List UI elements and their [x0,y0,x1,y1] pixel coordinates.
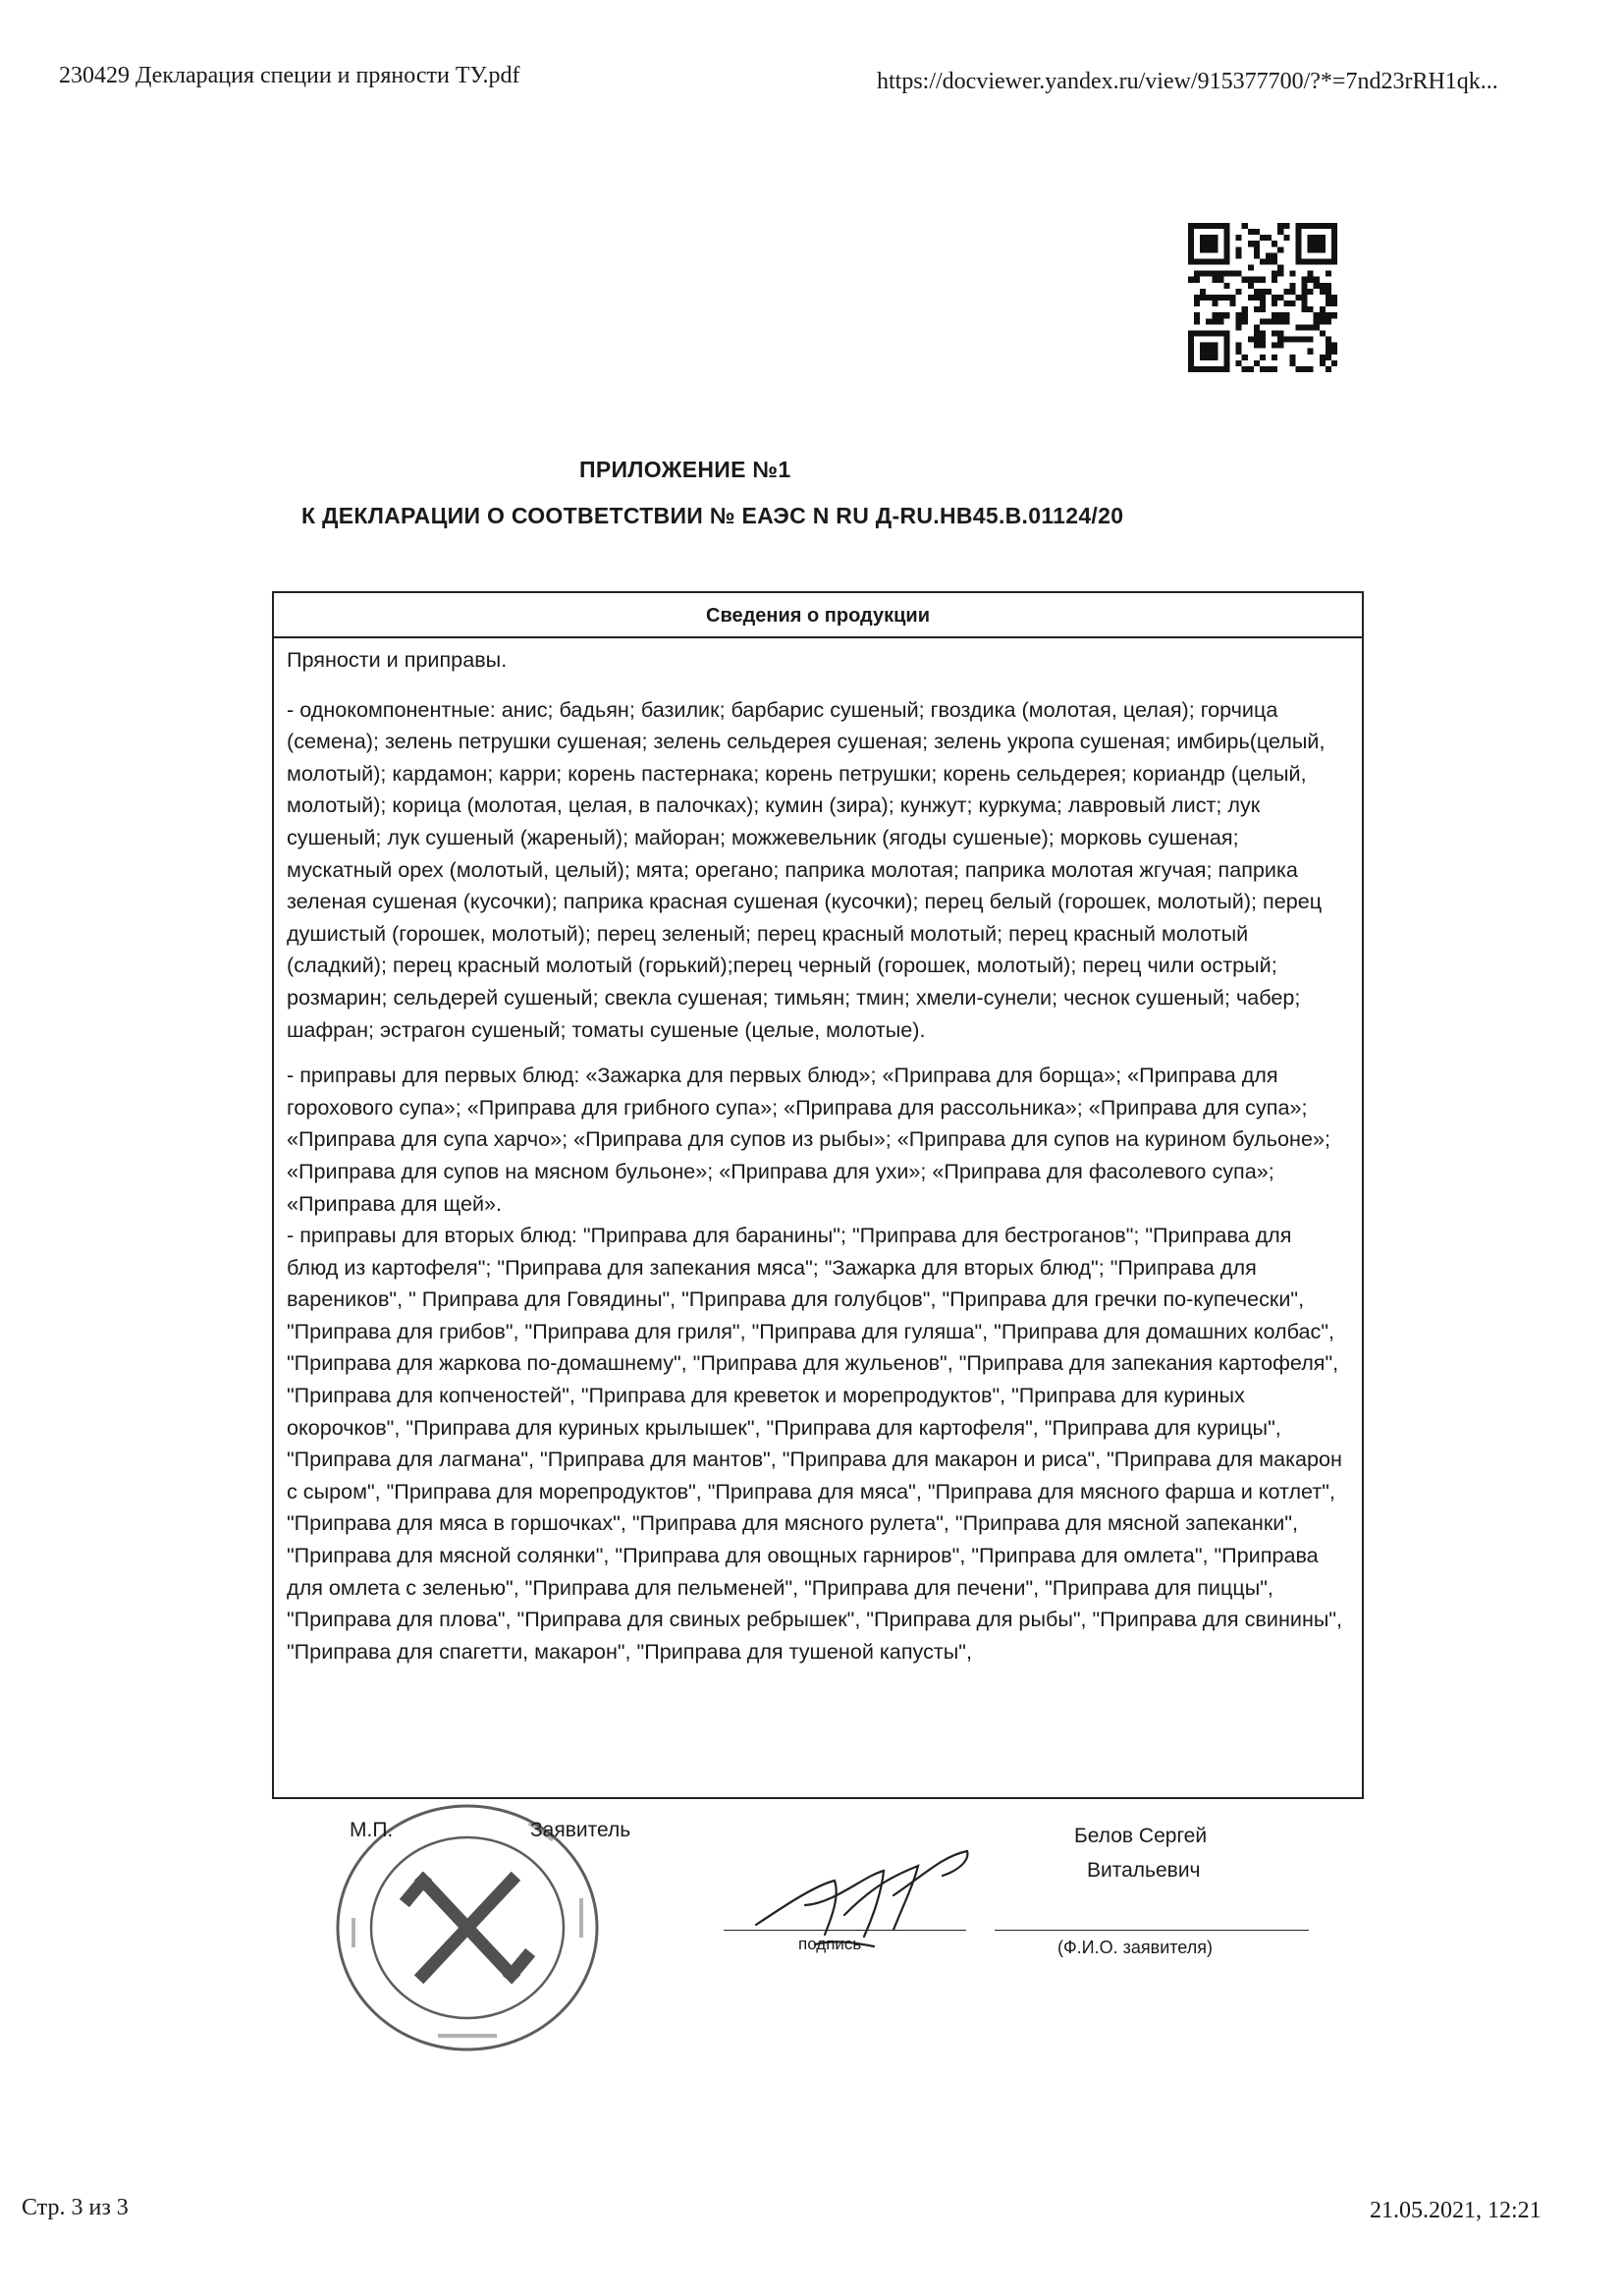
signature-caption: подпись [798,1935,862,1953]
product-info-table [272,591,1364,1799]
signature-line [724,1930,966,1931]
applicant-patronymic: Витальевич [1087,1859,1201,1882]
single-component-list: - однокомпонентные: анис; бадьян; базилик; барбарис сушеный; гвоздика (молотая, целая); горчица (семена); зелень петрушки сушеная; зелень сельдерея сушеная; зелень укропа сушеная; имбирь(целый, молотый); кардамон; карри; корень пастернака; корень петрушки; корень сельдерея; кориандр (целый, молотый); корица (молотая, целая, в палочках); кумин (зира); кунжут; куркума; лавровый лист; лук сушеный; лук сушеный (жареный); майоран; можжевельник (ягоды сушеные); морковь сушеная; мускатный орех (молотый, целый); мята; орегано; паприка молотая; паприка молотая жгучая; паприка зеленая сушеная (кусочки); паприка красная сушеная (кусочки); перец белый (горошек, молотый); перец душистый (горошек, молотый); перец зеленый; перец красный молотый; перец красный молотый (сладкий); перец красный молотый (горький);перец черный (горошек, молотый); перец чили острый; розмарин; сельдерей сушеный; свекла сушеная; тимьян; тмин; хмели-сунели; чеснок сушеный; чабер; шафран; эстрагон сушеный; томаты сушеные (целые, молотые). [287,696,1326,1042]
applicant-name: Белов Сергей [1074,1825,1208,1847]
products-intro: Пряности и приправы. [287,647,508,672]
document-filename: 230429 Декларация специи и пряности ТУ.pdf [59,63,520,88]
product-info-body [274,638,1362,1667]
declaration-number-title: К ДЕКЛАРАЦИИ О СООТВЕТСТВИИ № ЕАЭС N RU Д-RU.НВ45.В.01124/20 [301,503,1124,528]
fio-caption: (Ф.И.О. заявителя) [1057,1938,1213,1957]
stamp-place-label: М.П. [350,1819,394,1841]
fio-line [995,1930,1309,1931]
product-info-header: Сведения о продукции [274,593,1362,638]
second-courses-list: - приправы для вторых блюд: "Приправа для баранины"; "Приправа для бестроганов"; "Приправа для блюд из картофеля"; "Приправа для запекания мяса"; "Зажарка для вторых блюд"; "Приправа для вареников", " Приправа для Говядины", "Приправа для голубцов", "Приправа для гречки по-купечески", "Приправа для грибов", "Приправа для гриля", "Приправа для гуляша", "Приправа для домашних колбас", "Приправа для жаркова по-домашнему", "Приправа для жульенов", "Приправа для запекания картофеля", "Приправа для копченостей", "Приправа для креветок и морепродуктов", "Приправа для куриных окорочков", "Приправа для куриных крылышек", "Приправа для картофеля", "Приправа для курицы", "Приправа для лагмана", "Приправа для мантов", "Приправа для макарон и риса", "Приправа для макарон с сыром", "Приправа для морепродуктов", "Приправа для мяса", "Приправа для мясного фарша и котлет", "Приправа для мяса в горшочках", "Приправа для мясного рулета", "Приправа для мясной запеканки", "Приправа для мясной солянки", "Приправа для овощных гарниров", "Приправа для омлета", "Приправа для омлета с зеленью", "Приправа для пельменей", "Приправа для печени", "Приправа для пиццы", "Приправа для плова", "Приправа для свиных ребрышек", "Приправа для рыбы", "Приправа для свинины", "Приправа для спагетти, макарон", "Приправа для тушеной капусты", [287,1223,1343,1664]
applicant-label: Заявитель [530,1819,631,1841]
qr-code-icon [1188,223,1337,372]
page-number: Стр. 3 из 3 [22,2195,129,2220]
document-url: https://docviewer.yandex.ru/view/915377700/?*=7nd23rRH1qk... [877,69,1498,94]
first-courses-list: - приправы для первых блюд: «Зажарка для первых блюд»; «Приправа для борща»; «Приправа для горохового супа»; «Приправа для грибного супа»; «Приправа для рассольника»; «Приправа для супа»; «Приправа для супа харчо»; «Приправа для супов из рыбы»; «Приправа для супов на курином бульоне»; «Приправа для супов на мясном бульоне»; «Приправа для ухи»; «Приправа для фасолевого супа»; «Приправа для щей». [287,1063,1330,1216]
appendix-title: ПРИЛОЖЕНИЕ №1 [579,457,791,482]
print-datetime: 21.05.2021, 12:21 [1370,2198,1542,2223]
handwritten-signature [746,1846,1001,1954]
